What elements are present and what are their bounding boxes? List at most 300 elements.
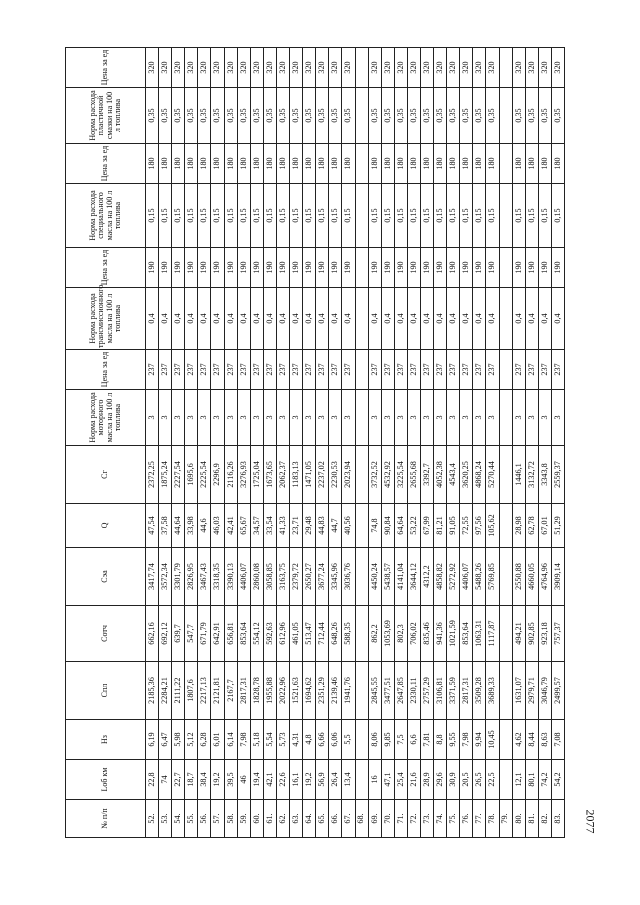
table-cell: 320: [172, 48, 185, 88]
table-cell: 2559,37: [551, 446, 564, 504]
table-cell: 19,4: [250, 760, 263, 800]
table-cell: 0,15: [447, 184, 460, 248]
table-cell: 2023,94: [342, 446, 355, 504]
table-cell: 0,15: [420, 184, 433, 248]
table-cell: 0,15: [172, 184, 185, 248]
table-cell: 237: [512, 350, 525, 390]
table-cell: 67,01: [538, 504, 551, 548]
table-cell: 180: [368, 144, 381, 184]
table-cell: 190: [381, 248, 394, 288]
table-cell: 1117,87: [486, 606, 499, 662]
table-cell: 1471,05: [303, 446, 316, 504]
table-cell: 8,06: [368, 720, 381, 760]
table-cell: 3: [303, 390, 316, 446]
table-row: [551, 48, 564, 838]
table-cell: 7,98: [460, 720, 473, 760]
table-cell: 42,41: [224, 504, 237, 548]
table-cell: 4,8: [303, 720, 316, 760]
table-cell: 0,35: [394, 88, 407, 144]
table-cell: 190: [368, 248, 381, 288]
table-cell: 0,15: [512, 184, 525, 248]
table-cell: 97,56: [473, 504, 486, 548]
table-cell: 0,15: [211, 184, 224, 248]
table-cell: 4,62: [512, 720, 525, 760]
column-header: Нз: [66, 720, 146, 760]
table-row: [499, 48, 512, 838]
table-cell: 7,08: [551, 720, 564, 760]
table-cell: 2979,71: [525, 662, 538, 720]
table-cell: 180: [538, 144, 551, 184]
table-row: [237, 48, 250, 838]
table-cell: 237: [303, 350, 316, 390]
table-cell: 320: [276, 48, 289, 88]
table-row: [342, 48, 355, 838]
table-cell: 3509,28: [473, 662, 486, 720]
table-cell: 7,98: [237, 720, 250, 760]
table-cell: 6,6: [407, 720, 420, 760]
table-cell: 3: [473, 390, 486, 446]
table-cell: 0,15: [525, 184, 538, 248]
table-cell: 0,4: [303, 288, 316, 350]
table-cell: 71.: [394, 800, 407, 838]
table-cell: 0,15: [276, 184, 289, 248]
table-cell: 33,54: [263, 504, 276, 548]
table-cell: 592,63: [263, 606, 276, 662]
table-cell: 180: [551, 144, 564, 184]
table-cell: 4450,24: [368, 548, 381, 606]
table-cell: 29,48: [303, 504, 316, 548]
table-cell: 320: [159, 48, 172, 88]
table-cell: 180: [146, 144, 159, 184]
table-cell: 706,02: [407, 606, 420, 662]
table-cell: 320: [538, 48, 551, 88]
table-cell: 26,4: [329, 760, 342, 800]
table-cell: 0,15: [198, 184, 211, 248]
table-cell: 22,7: [172, 760, 185, 800]
table-cell: 44,7: [329, 504, 342, 548]
table-cell: 656,81: [224, 606, 237, 662]
table-cell: 6,47: [159, 720, 172, 760]
table-cell: 0,35: [486, 88, 499, 144]
table-cell: 320: [447, 48, 460, 88]
table-cell: 0,4: [525, 288, 538, 350]
table-cell: 0,35: [551, 88, 564, 144]
table-cell: 513,47: [303, 606, 316, 662]
table-cell: 0,35: [263, 88, 276, 144]
table-cell: 4406,07: [460, 548, 473, 606]
table-cell: 0,35: [420, 88, 433, 144]
table-cell: 3: [211, 390, 224, 446]
table-cell: 0,35: [407, 88, 420, 144]
table-cell: 853,64: [460, 606, 473, 662]
table-cell: 1695,6: [185, 446, 198, 504]
table-cell: 237: [538, 350, 551, 390]
table-cell: 1875,24: [159, 446, 172, 504]
table-cell: 3: [290, 390, 303, 446]
table-cell: 2237,02: [316, 446, 329, 504]
table-cell: 3: [342, 390, 355, 446]
table-cell: 180: [185, 144, 198, 184]
table-cell: 0,15: [146, 184, 159, 248]
table-cell: [355, 446, 368, 504]
table-cell: 91,05: [447, 504, 460, 548]
table-cell: 28,98: [512, 504, 525, 548]
table-cell: 1446,1: [512, 446, 525, 504]
table-cell: 190: [538, 248, 551, 288]
table-cell: 0,35: [276, 88, 289, 144]
table-cell: 0,35: [172, 88, 185, 144]
table-cell: 82.: [538, 800, 551, 838]
table-cell: 21,6: [407, 760, 420, 800]
table-cell: 320: [473, 48, 486, 88]
table-row: [447, 48, 460, 838]
table-cell: 494,21: [512, 606, 525, 662]
table-cell: 835,46: [420, 606, 433, 662]
table-cell: 53.: [159, 800, 172, 838]
table-row: [434, 48, 447, 838]
table-cell: 6,66: [316, 720, 329, 760]
table-cell: 2185,36: [146, 662, 159, 720]
table-cell: 0,4: [237, 288, 250, 350]
table-cell: 2230,53: [329, 446, 342, 504]
table-cell: 180: [473, 144, 486, 184]
table-cell: 5,98: [172, 720, 185, 760]
table-cell: 180: [237, 144, 250, 184]
table-cell: 320: [551, 48, 564, 88]
table-cell: 180: [290, 144, 303, 184]
table-row: [538, 48, 551, 838]
table-cell: 190: [224, 248, 237, 288]
table-cell: 5,73: [276, 720, 289, 760]
table-cell: 180: [434, 144, 447, 184]
table-cell: 5272,92: [447, 548, 460, 606]
table-cell: 0,4: [276, 288, 289, 350]
table-cell: 320: [394, 48, 407, 88]
table-cell: 237: [486, 350, 499, 390]
table-cell: 2217,13: [198, 662, 211, 720]
table-cell: 2499,57: [551, 662, 564, 720]
table-cell: 3132,72: [525, 446, 538, 504]
table-cell: 3: [434, 390, 447, 446]
table-cell: 4141,04: [394, 548, 407, 606]
page-number: 2077: [583, 809, 598, 834]
table-cell: 237: [407, 350, 420, 390]
table-cell: 1673,65: [263, 446, 276, 504]
table-cell: 547,7: [185, 606, 198, 662]
table-cell: 28,9: [420, 760, 433, 800]
table-cell: [355, 606, 368, 662]
table-cell: 72,55: [460, 504, 473, 548]
table-cell: 76.: [460, 800, 473, 838]
table-cell: 190: [316, 248, 329, 288]
table-cell: 3: [512, 390, 525, 446]
table-cell: 237: [447, 350, 460, 390]
table-cell: 20,5: [460, 760, 473, 800]
table-cell: 320: [525, 48, 538, 88]
table-row: [146, 48, 159, 838]
table-cell: 6,06: [329, 720, 342, 760]
table-cell: 7,81: [420, 720, 433, 760]
table-cell: 0,4: [538, 288, 551, 350]
table-cell: 237: [394, 350, 407, 390]
table-cell: 320: [329, 48, 342, 88]
table-cell: 3036,76: [342, 548, 355, 606]
table-cell: 64,64: [394, 504, 407, 548]
table-cell: 44,64: [172, 504, 185, 548]
table-cell: 180: [486, 144, 499, 184]
table-cell: 67.: [342, 800, 355, 838]
table-row: [525, 48, 538, 838]
table-cell: 8,44: [525, 720, 538, 760]
table-row: [512, 48, 525, 838]
table-cell: 0,15: [159, 184, 172, 248]
table-cell: 180: [460, 144, 473, 184]
table-cell: [355, 760, 368, 800]
table-cell: 57.: [211, 800, 224, 838]
table-cell: 6,14: [224, 720, 237, 760]
table-cell: 0,4: [460, 288, 473, 350]
table-cell: 237: [473, 350, 486, 390]
table-cell: 190: [159, 248, 172, 288]
table-cell: 41,33: [276, 504, 289, 548]
table-cell: 0,4: [198, 288, 211, 350]
table-cell: 74.: [434, 800, 447, 838]
table-cell: 237: [460, 350, 473, 390]
table-cell: [355, 248, 368, 288]
table-cell: 9,94: [473, 720, 486, 760]
table-cell: 3: [420, 390, 433, 446]
table-cell: 0,35: [473, 88, 486, 144]
table-cell: 6,01: [211, 720, 224, 760]
table-cell: 923,18: [538, 606, 551, 662]
table-cell: 13,4: [342, 760, 355, 800]
table-cell: 3301,79: [172, 548, 185, 606]
table-cell: 3689,33: [486, 662, 499, 720]
table-cell: [499, 390, 512, 446]
table-cell: 77.: [473, 800, 486, 838]
table-cell: 648,26: [329, 606, 342, 662]
table-cell: 180: [342, 144, 355, 184]
table-cell: 64.: [303, 800, 316, 838]
table-cell: 2296,9: [211, 446, 224, 504]
table-cell: 69.: [368, 800, 381, 838]
table-cell: 1828,78: [250, 662, 263, 720]
table-cell: 0,35: [447, 88, 460, 144]
column-header: № п/п: [66, 800, 146, 838]
table-cell: 180: [159, 144, 172, 184]
table-cell: 0,4: [329, 288, 342, 350]
table-cell: 757,37: [551, 606, 564, 662]
table-cell: [355, 88, 368, 144]
table-row: [303, 48, 316, 838]
table-cell: 0,4: [263, 288, 276, 350]
table-row: [172, 48, 185, 838]
table-cell: 3390,13: [224, 548, 237, 606]
table-cell: 44,83: [316, 504, 329, 548]
table-cell: 0,4: [486, 288, 499, 350]
table-cell: [355, 184, 368, 248]
table-cell: 237: [185, 350, 198, 390]
table-cell: 320: [198, 48, 211, 88]
table-cell: 0,35: [512, 88, 525, 144]
table-cell: 51,29: [551, 504, 564, 548]
table-cell: 180: [263, 144, 276, 184]
table-cell: 72.: [407, 800, 420, 838]
table-cell: 190: [473, 248, 486, 288]
table-cell: 671,79: [198, 606, 211, 662]
table-row: [394, 48, 407, 838]
table-cell: 180: [250, 144, 263, 184]
table-cell: 40,56: [342, 504, 355, 548]
table-cell: 4406,07: [237, 548, 250, 606]
table-cell: 237: [276, 350, 289, 390]
table-cell: 1021,59: [447, 606, 460, 662]
table-cell: 1807,6: [185, 662, 198, 720]
table-cell: 237: [263, 350, 276, 390]
table-cell: 0,4: [447, 288, 460, 350]
table-cell: 26,5: [473, 760, 486, 800]
table-cell: 0,4: [394, 288, 407, 350]
table-cell: 180: [303, 144, 316, 184]
table-cell: 180: [316, 144, 329, 184]
table-cell: 75.: [447, 800, 460, 838]
table-cell: 190: [434, 248, 447, 288]
table-cell: 0,15: [224, 184, 237, 248]
table-cell: 2826,95: [185, 548, 198, 606]
table-cell: 78.: [486, 800, 499, 838]
table-cell: 4,31: [290, 720, 303, 760]
table-cell: 2817,31: [237, 662, 250, 720]
table-cell: 5769,85: [486, 548, 499, 606]
table-cell: 3: [551, 390, 564, 446]
table-cell: 0,4: [224, 288, 237, 350]
table-cell: 59.: [237, 800, 250, 838]
table-cell: 2655,68: [407, 446, 420, 504]
table-cell: 0,4: [290, 288, 303, 350]
table-cell: 46: [237, 760, 250, 800]
table-cell: 237: [237, 350, 250, 390]
table-cell: 3: [460, 390, 473, 446]
table-cell: 47,1: [381, 760, 394, 800]
table-cell: 34,57: [250, 504, 263, 548]
table-cell: 190: [329, 248, 342, 288]
table-cell: 22,8: [146, 760, 159, 800]
table-cell: 6,19: [146, 720, 159, 760]
table-row: [198, 48, 211, 838]
table-row: [460, 48, 473, 838]
rotated-table-container: [65, 48, 562, 838]
table-cell: [499, 248, 512, 288]
table-cell: 588,35: [342, 606, 355, 662]
table-cell: 0,35: [303, 88, 316, 144]
table-cell: 642,91: [211, 606, 224, 662]
table-cell: 0,15: [434, 184, 447, 248]
table-cell: 2227,54: [172, 446, 185, 504]
table-cell: 3: [447, 390, 460, 446]
table-cell: 3: [198, 390, 211, 446]
table-cell: 25,4: [394, 760, 407, 800]
table-cell: 10,45: [486, 720, 499, 760]
table-cell: 29,6: [434, 760, 447, 800]
table-cell: 19,2: [303, 760, 316, 800]
table-cell: 1955,88: [263, 662, 276, 720]
table-cell: 320: [460, 48, 473, 88]
table-cell: 0,4: [250, 288, 263, 350]
table-cell: 5270,44: [486, 446, 499, 504]
table-cell: 0,4: [551, 288, 564, 350]
table-cell: 0,35: [342, 88, 355, 144]
table-cell: 63.: [290, 800, 303, 838]
table-cell: [499, 446, 512, 504]
table-cell: 3: [172, 390, 185, 446]
table-cell: 3417,74: [146, 548, 159, 606]
table-cell: 44,6: [198, 504, 211, 548]
table-cell: 38,4: [198, 760, 211, 800]
table-cell: 62.: [276, 800, 289, 838]
table-cell: 0,15: [551, 184, 564, 248]
table-cell: 3343,8: [538, 446, 551, 504]
table-cell: 105,62: [486, 504, 499, 548]
table-cell: 320: [368, 48, 381, 88]
table-cell: 853,64: [237, 606, 250, 662]
table-cell: 3318,35: [211, 548, 224, 606]
table-cell: 0,4: [473, 288, 486, 350]
table-cell: 8,8: [434, 720, 447, 760]
table-cell: 0,15: [394, 184, 407, 248]
table-cell: 3620,25: [460, 446, 473, 504]
table-cell: 2121,81: [211, 662, 224, 720]
table-cell: 0,35: [316, 88, 329, 144]
table-cell: 320: [185, 48, 198, 88]
table-cell: 62,78: [525, 504, 538, 548]
table-cell: 19,2: [211, 760, 224, 800]
table-row: [355, 48, 368, 838]
column-header: Цена за ед: [66, 48, 146, 88]
table-cell: 4660,05: [525, 548, 538, 606]
table-cell: 180: [394, 144, 407, 184]
table-cell: 90,84: [381, 504, 394, 548]
table-cell: 190: [185, 248, 198, 288]
table-cell: 2817,31: [460, 662, 473, 720]
table-cell: 0,35: [146, 88, 159, 144]
table-cell: 3: [368, 390, 381, 446]
table-cell: 320: [407, 48, 420, 88]
table-cell: 0,15: [237, 184, 250, 248]
table-cell: 190: [486, 248, 499, 288]
table-row: [368, 48, 381, 838]
table-row: [473, 48, 486, 838]
table-cell: 180: [329, 144, 342, 184]
table-cell: 9,85: [381, 720, 394, 760]
table-row: [381, 48, 394, 838]
table-cell: 55.: [185, 800, 198, 838]
table-cell: 461,05: [290, 606, 303, 662]
table-cell: 2111,22: [172, 662, 185, 720]
table-cell: 3644,12: [407, 548, 420, 606]
table-cell: 190: [303, 248, 316, 288]
table-row: [329, 48, 342, 838]
table-cell: 0,15: [538, 184, 551, 248]
table-cell: 0,35: [159, 88, 172, 144]
table-cell: 0,15: [460, 184, 473, 248]
table-cell: 2225,54: [198, 446, 211, 504]
table-cell: 180: [407, 144, 420, 184]
table-cell: 190: [250, 248, 263, 288]
table-cell: 0,15: [342, 184, 355, 248]
table-cell: 74,2: [538, 760, 551, 800]
table-cell: 4543,4: [447, 446, 460, 504]
table-cell: 180: [447, 144, 460, 184]
